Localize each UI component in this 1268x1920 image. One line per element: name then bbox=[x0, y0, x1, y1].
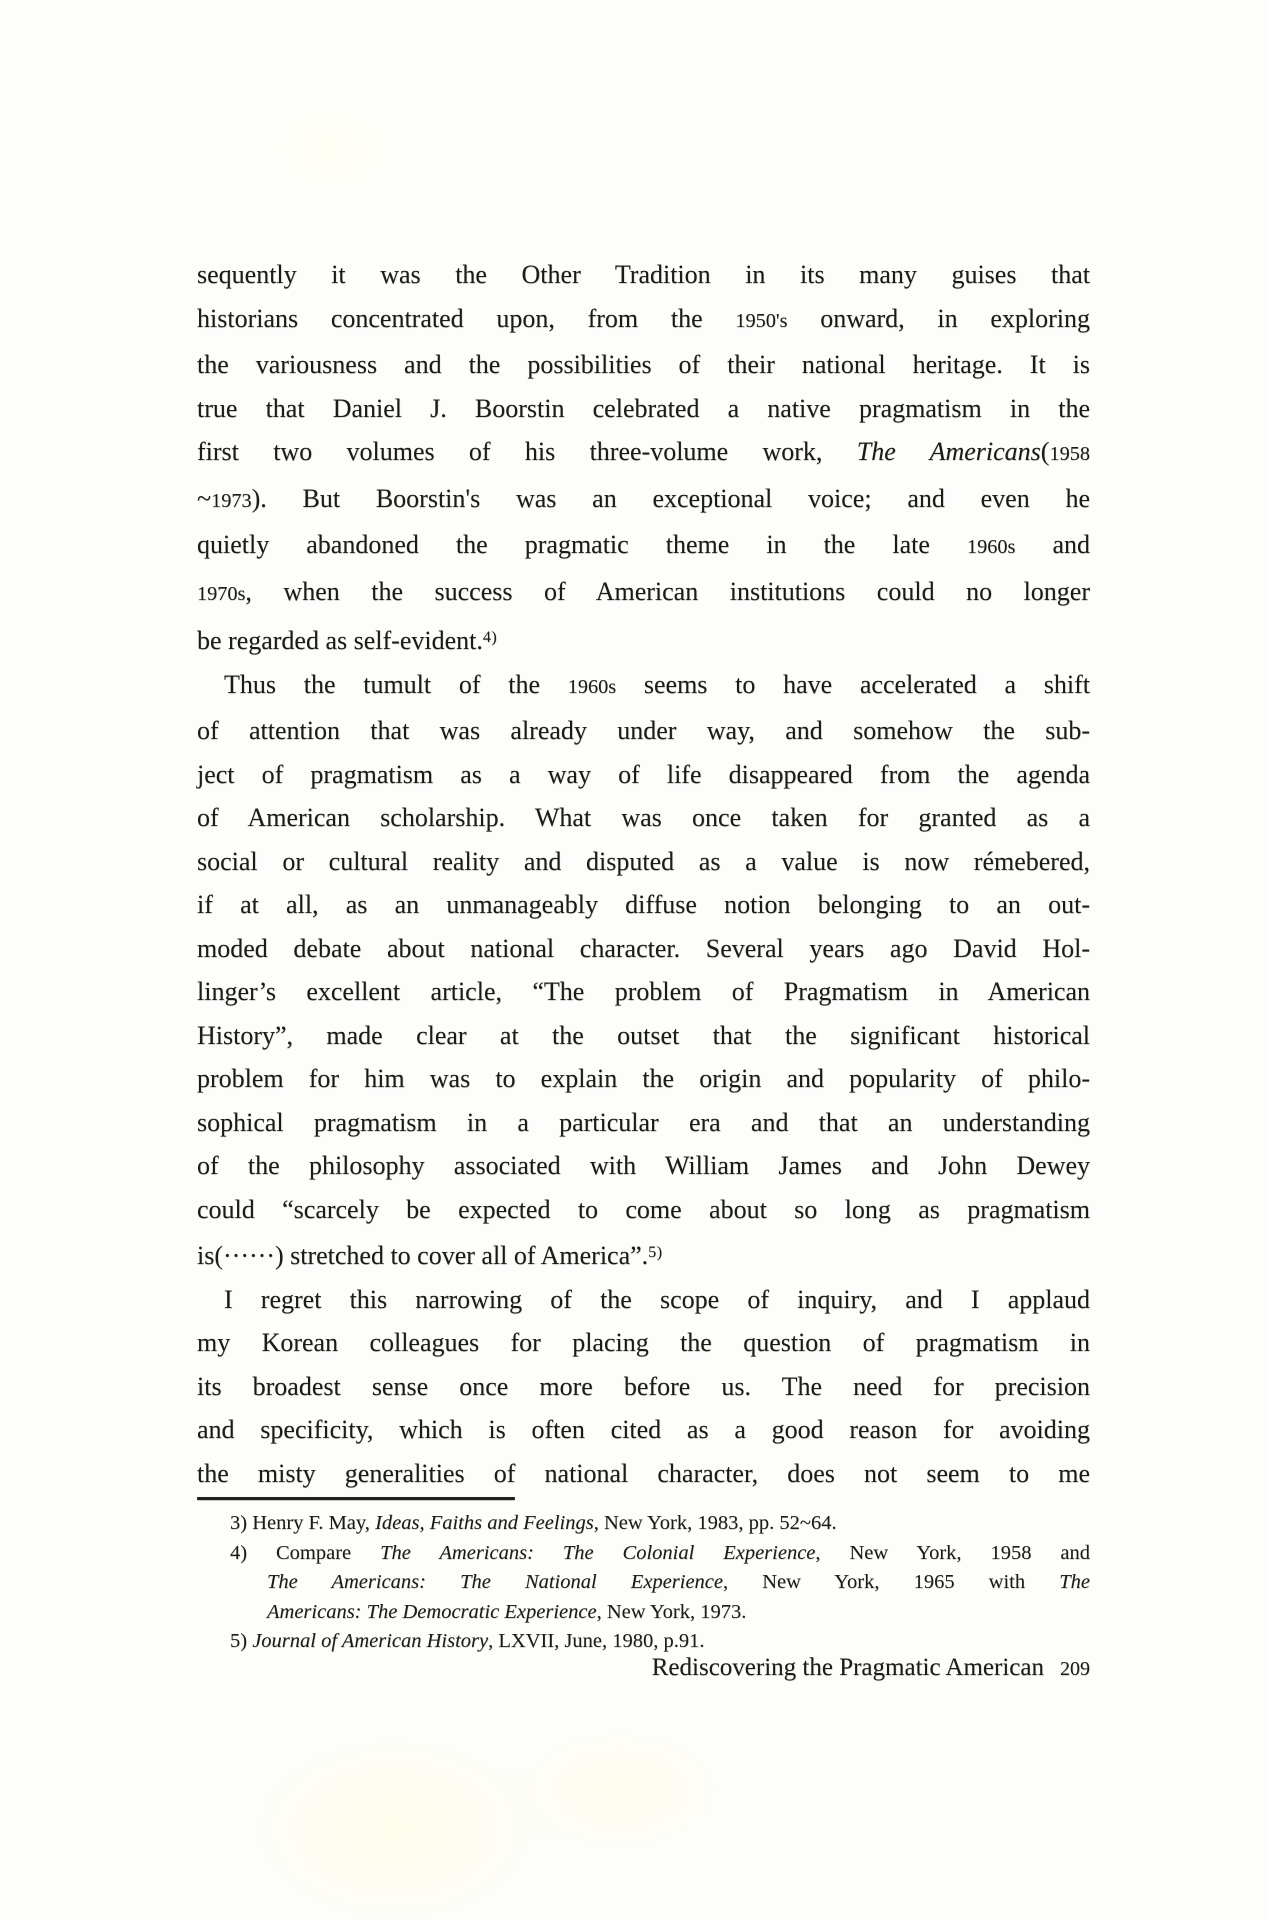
text-line: historians concentrated upon, from the 1950's onward, in exploring bbox=[197, 303, 1091, 333]
text-line: social or cultural reality and disputed as a value is now rémebered, bbox=[197, 846, 1090, 876]
text-line: 1970s, when the success of American institutions could no longer bbox=[197, 576, 1090, 606]
text-line: sophical pragmatism in a particular era and that an understanding bbox=[197, 1107, 1090, 1137]
text-line: is(······) stretched to cover all of America”.$^{5)}$ bbox=[197, 1241, 663, 1270]
text-line: first two volumes of his three-volume work, The Americans(1958 bbox=[197, 437, 1090, 466]
text-line: my Korean colleagues for placing the question of pragmatism in bbox=[197, 1328, 1090, 1357]
running-footer bbox=[197, 1650, 1090, 1687]
text-line: ~1973). But Boorstin's was an exceptional voice; and even he bbox=[197, 483, 1090, 513]
text-line: be regarded as self-evident.$^{4)}$ bbox=[197, 626, 498, 655]
text-line: and specificity, which is often cited as a good reason for avoiding bbox=[197, 1415, 1090, 1444]
body-text bbox=[197, 253, 1090, 1495]
footnote-line: 5) Journal of American History, LXVII, June, 1980, p.91. bbox=[230, 1630, 705, 1652]
text-line: the misty generalities of national character, does not seem to me bbox=[197, 1458, 1090, 1488]
text-line: of American scholarship. What was once taken for granted as a bbox=[197, 803, 1090, 832]
text-line: quietly abandoned the pragmatic theme in the late 1960s and bbox=[197, 530, 1090, 559]
text-line: moded debate about national character. Several years ago David Hol- bbox=[197, 933, 1090, 963]
text-line: of the philosophy associated with William James and John Dewey bbox=[197, 1151, 1090, 1180]
text-line: problem for him was to explain the origin and popularity of philo- bbox=[197, 1064, 1090, 1093]
text-line: Thus the tumult of the 1960s seems to have accelerated a shift bbox=[224, 669, 1090, 699]
footnote-separator bbox=[197, 1497, 515, 1500]
footnote-line: 4) Compare The Americans: The Colonial Experience, New York, 1958 and bbox=[230, 1541, 1090, 1564]
text-line: the variousness and the possibilities of their national heritage. It is bbox=[197, 350, 1090, 379]
footer-title: Rediscovering the Pragmatic American bbox=[651, 1654, 1044, 1681]
text-line: sequently it was the Other Tradition in its many guises that bbox=[197, 260, 1090, 289]
text-line: if at all, as an unmanageably diffuse notion belonging to an out- bbox=[197, 890, 1090, 919]
footer-page-number: 209 bbox=[1060, 1658, 1090, 1680]
footnote-line: The Americans: The National Experience, New York, 1965 with The bbox=[267, 1571, 1090, 1593]
text-line: I regret this narrowing of the scope of inquiry, and I applaud bbox=[224, 1284, 1090, 1314]
text-line: linger’s excellent article, “The problem of Pragmatism in American bbox=[197, 977, 1090, 1006]
text-line: ject of pragmatism as a way of life disappeared from the agenda bbox=[197, 759, 1090, 789]
text-line: could “scarcely be expected to come about so long as pragmatism bbox=[197, 1194, 1090, 1224]
footnote-line: 3) Henry F. May, Ideas, Faiths and Feelings, New York, 1983, pp. 52~64. bbox=[230, 1512, 837, 1534]
footnotes bbox=[197, 1509, 1090, 1657]
text-line: its broadest sense once more before us. The need for precision bbox=[197, 1371, 1090, 1401]
text-line: History”, made clear at the outset that the significant historical bbox=[197, 1020, 1090, 1050]
footnote-line: Americans: The Democratic Experience, New York, 1973. bbox=[267, 1600, 747, 1623]
text-line: of attention that was already under way, and somehow the sub- bbox=[197, 716, 1090, 745]
text-line: true that Daniel J. Boorstin celebrated a native pragmatism in the bbox=[197, 393, 1090, 423]
